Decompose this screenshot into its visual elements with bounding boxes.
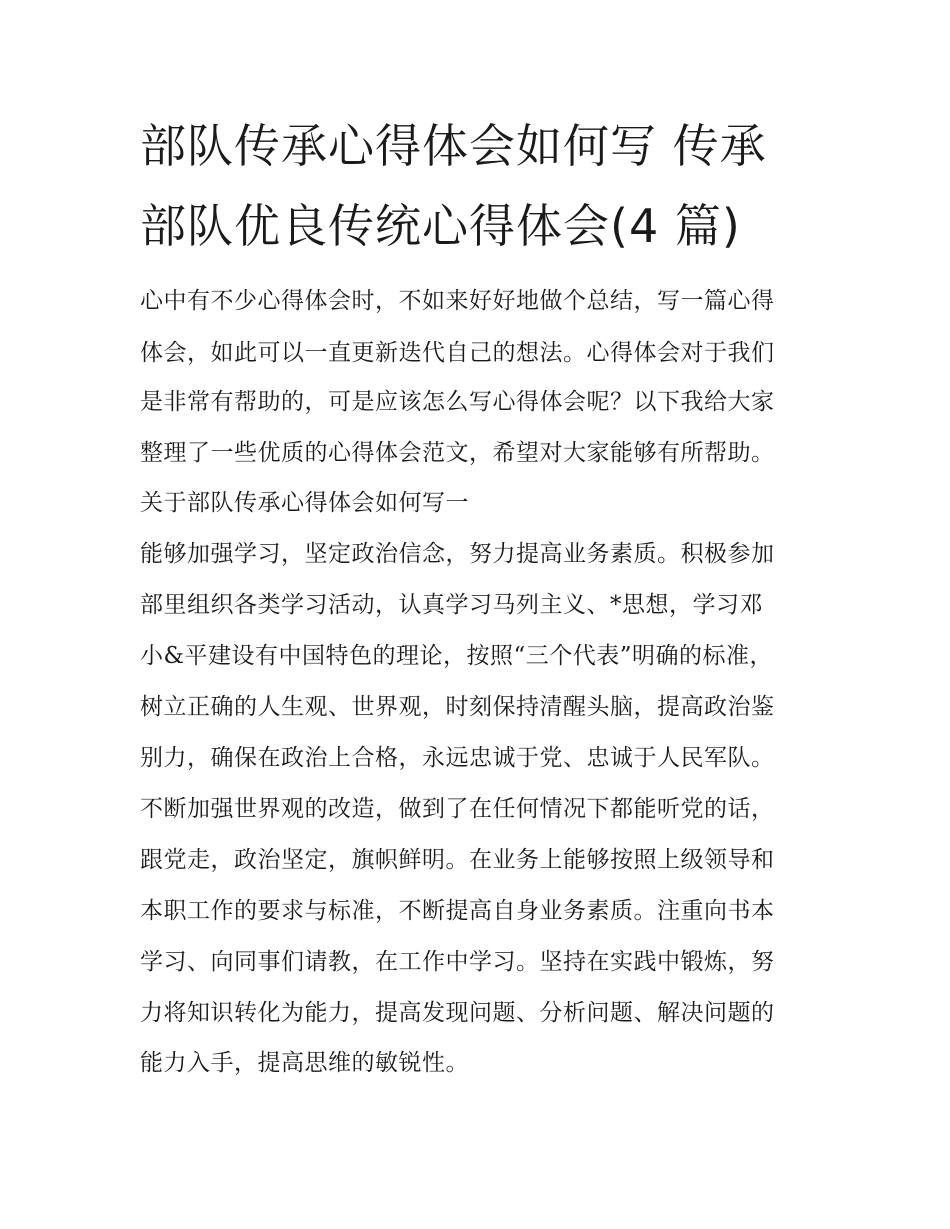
section-line-11: 能力入手，提高思维的敏锐性。 (140, 1050, 469, 1076)
section-line-8: 本职工作的要求与标准，不断提高自身业务素质。注重向书本 (140, 898, 775, 924)
intro-line-4: 整理了一些优质的心得体会范文，希望对大家能够有所帮助。 (140, 440, 775, 466)
section-line-1: 能够加强学习，坚定政治信念，努力提高业务素质。积极参加 (140, 541, 775, 567)
section-heading: 关于部队传承心得体会如何写一 (140, 490, 469, 516)
section-line-9: 学习、向同事们请教，在工作中学习。坚持在实践中锻炼，努 (140, 949, 775, 975)
section-line-5: 别力，确保在政治上合格，永远忠诚于党、忠诚于人民军队。 (140, 745, 775, 771)
section-line-7: 跟党走，政治坚定，旗帜鲜明。在业务上能够按照上级领导和 (140, 847, 775, 873)
section-line-10: 力将知识转化为能力，提高发现问题、分析问题、解决问题的 (140, 1000, 775, 1026)
section-line-3: 小&平建设有中国特色的理论，按照“三个代表”明确的标准， (140, 643, 773, 669)
document-title-line-1: 部队传承心得体会如何写 传承 (140, 119, 767, 173)
section-line-6: 不断加强世界观的改造，做到了在任何情况下都能听党的话， (140, 796, 775, 822)
intro-line-2: 体会，如此可以一直更新迭代自己的想法。心得体会对于我们 (140, 340, 775, 366)
intro-line-1: 心中有不少心得体会时，不如来好好地做个总结，写一篇心得 (140, 288, 775, 314)
section-line-4: 树立正确的人生观、世界观，时刻保持清醒头脑，提高政治鉴 (140, 694, 775, 720)
document-title-line-2: 部队优良传统心得体会(4 篇) (140, 199, 741, 253)
intro-line-3: 是非常有帮助的，可是应该怎么写心得体会呢？以下我给大家 (140, 389, 775, 415)
section-line-2: 部里组织各类学习活动，认真学习马列主义、*思想，学习邓 (140, 592, 763, 618)
